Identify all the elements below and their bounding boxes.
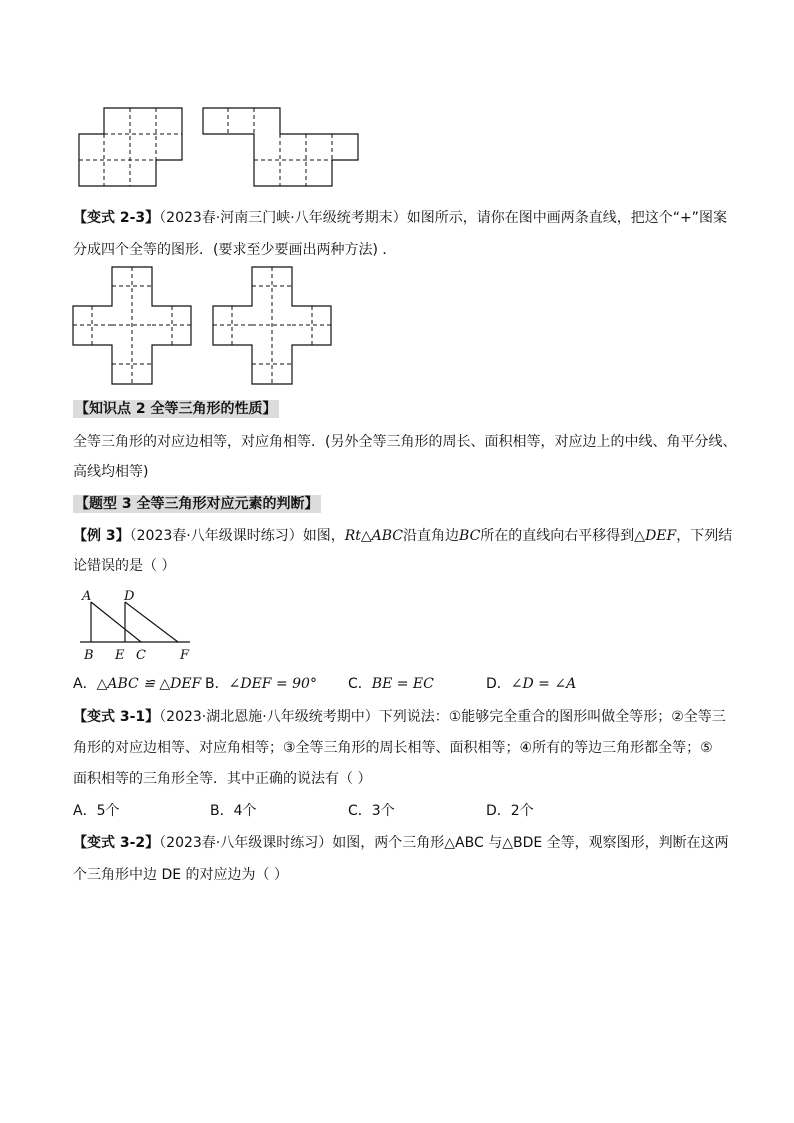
example-3-source: （2023春·八年级课时练习） (129, 528, 303, 544)
cross-figure-right (212, 266, 334, 386)
variant-3-1-source: （2023·湖北恩施·八年级统考期中） (159, 709, 379, 725)
variant-3-2-tag: 【变式 3-2】 (73, 835, 160, 851)
variant-2-3-tag: 【变式 2-3】 (73, 210, 160, 226)
option-key: C． (348, 676, 372, 692)
option-key: D． (486, 676, 511, 692)
option-text: 4个 (233, 803, 257, 819)
variant-2-3-text: 如图所示，请你在图中画两条直线，把这个“+”图案 (406, 210, 727, 226)
label-e: E (115, 648, 125, 663)
variant-3-1-option-c[interactable] (348, 802, 395, 820)
example-3-line1 (73, 527, 732, 545)
example-3-option-c[interactable] (348, 675, 434, 693)
variant-2-3-line2: 分成四个全等的图形．(要求至少要画出两种方法) ． (73, 242, 397, 258)
variant-3-1-option-a[interactable] (73, 802, 120, 820)
option-text: 3个 (371, 803, 395, 819)
option-key: D． (486, 803, 511, 819)
option-key: B． (210, 803, 234, 819)
example-3-option-d[interactable] (486, 675, 576, 693)
variant-2-3-line1 (73, 209, 727, 227)
variant-3-1-option-d[interactable] (486, 802, 534, 820)
question-type-3-heading (73, 495, 321, 513)
grid-figure-right (202, 107, 362, 189)
example-3-math-c: △DEF (634, 528, 677, 544)
option-math: ∠D = ∠A (510, 676, 577, 692)
example-3-math-a: Rt△ABC (344, 528, 404, 544)
cross-figure-left (72, 266, 194, 386)
label-d: D (124, 589, 135, 604)
option-key: A． (73, 803, 97, 819)
variant-3-1-tag: 【变式 3-1】 (73, 709, 160, 725)
grid-figure-left (78, 107, 184, 189)
label-c: C (136, 648, 146, 663)
example-3-text-c: 所在的直线向右平移得到 (480, 528, 635, 544)
variant-3-1-line1 (73, 708, 726, 726)
example-3-option-b[interactable] (205, 675, 317, 693)
option-math: BE = EC (371, 676, 434, 692)
example-3-line2: 论错误的是（ ） (73, 558, 176, 574)
variant-2-3-source: （2023春·河南三门峡·八年级统考期末） (159, 210, 407, 226)
label-a: A (82, 589, 92, 604)
knowledge-point-2-line1: 全等三角形的对应边相等，对应角相等．(另外全等三角形的周长、面积相等，对应边上的中线、角平分线、 (73, 434, 737, 450)
option-text: 5个 (96, 803, 120, 819)
label-f: F (180, 648, 190, 663)
variant-3-1-line3: 面积相等的三角形全等．其中正确的说法有（ ） (73, 771, 372, 787)
variant-3-1-text: 下列说法：①能够完全重合的图形叫做全等形；②全等三 (378, 709, 726, 725)
example-3-text-a: 如图， (302, 528, 345, 544)
option-text: 2个 (510, 803, 534, 819)
option-key: C． (348, 803, 372, 819)
variant-3-2-source: （2023春·八年级课时练习） (159, 835, 333, 851)
option-math: △ABC ≌ △DEF (96, 676, 202, 692)
example-3-option-a[interactable] (73, 675, 201, 693)
question-type-3-label: 【题型 3 全等三角形对应元素的判断】 (75, 496, 319, 512)
example-3-math-b: BC (459, 528, 481, 544)
variant-3-2-line1 (73, 834, 729, 852)
knowledge-point-2-line2: 高线均相等) (73, 464, 149, 480)
knowledge-point-2-label: 【知识点 2 全等三角形的性质】 (75, 401, 277, 417)
variant-3-2-text: 如图，两个三角形△ABC 与△BDE 全等，观察图形，判断在这两 (332, 835, 729, 851)
label-b: B (84, 648, 94, 663)
triangle-translation-figure (78, 588, 198, 663)
variant-3-1-option-b[interactable] (210, 802, 257, 820)
example-3-tag: 【例 3】 (73, 528, 130, 544)
example-3-text-d: ，下列结 (676, 528, 733, 544)
variant-3-2-line2: 个三角形中边 DE 的对应边为（ ） (73, 867, 288, 883)
option-key: B． (205, 676, 229, 692)
option-key: A． (73, 676, 97, 692)
knowledge-point-2-heading (73, 400, 279, 418)
example-3-text-b: 沿直角边 (403, 528, 460, 544)
option-math: ∠DEF = 90° (228, 676, 317, 692)
variant-3-1-line2: 角形的对应边相等、对应角相等；③全等三角形的周长相等、面积相等；④所有的等边三角形都全等；⑤ (73, 740, 713, 756)
